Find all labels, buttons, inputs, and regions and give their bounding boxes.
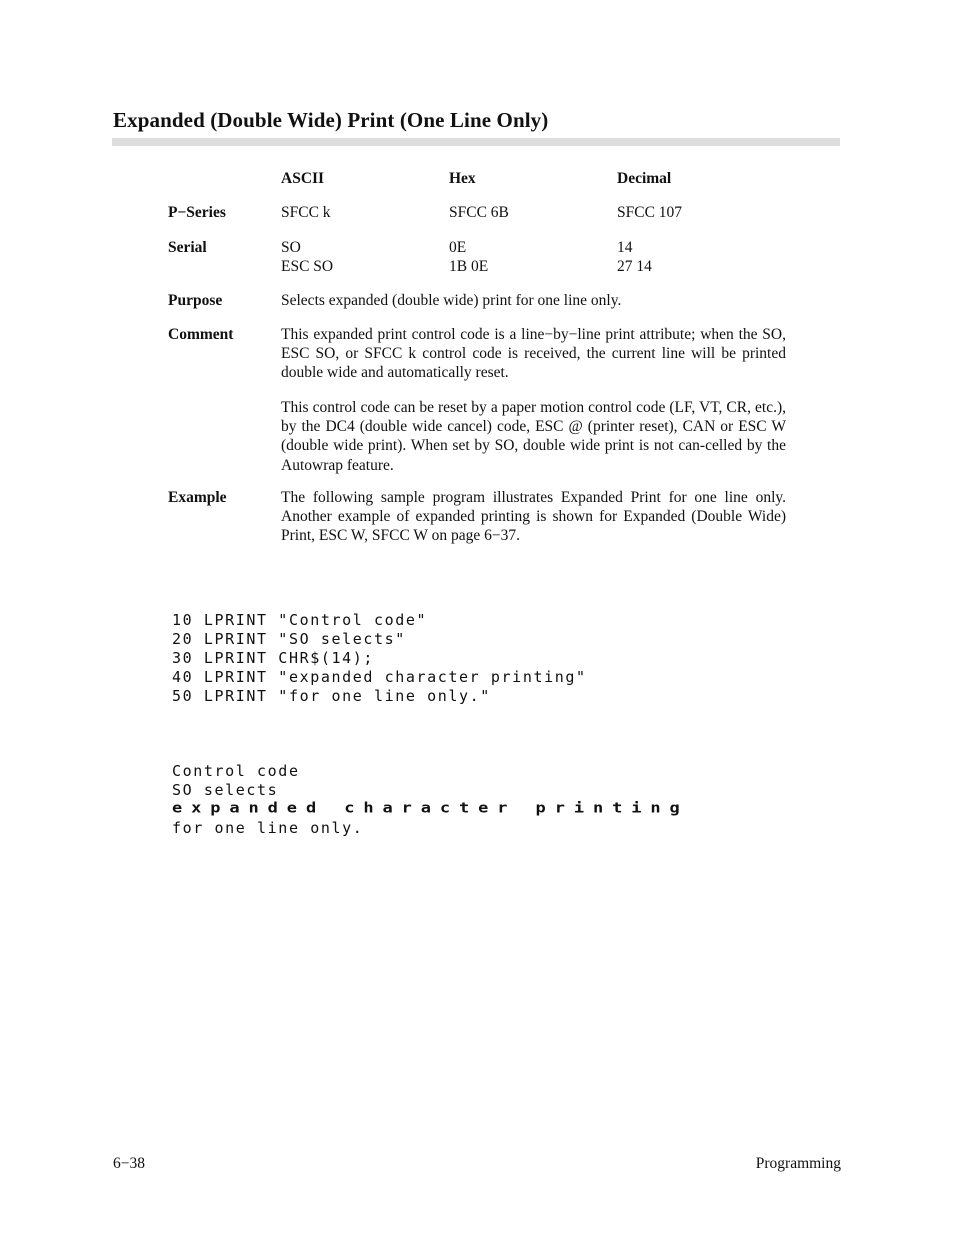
- program-line: 50 LPRINT "for one line only.": [172, 687, 491, 705]
- section-name: Programming: [755, 1155, 841, 1172]
- example-label: Example: [168, 489, 227, 506]
- pseries-label: P−Series: [168, 204, 226, 221]
- pseries-decimal: SFCC 107: [617, 204, 683, 221]
- program-line: 20 LPRINT "SO selects": [172, 630, 406, 648]
- column-header-ascii: ASCII: [281, 170, 325, 187]
- page-title: Expanded (Double Wide) Print (One Line Only): [113, 108, 549, 132]
- output-line: Control code: [172, 762, 300, 780]
- purpose-text: Selects expanded (double wide) print for one line only.: [281, 292, 622, 309]
- output-line: for one line only.: [172, 819, 364, 837]
- column-header-hex: Hex: [449, 170, 476, 187]
- serial-hex-1: 0E: [449, 239, 467, 256]
- serial-ascii-2: ESC SO: [281, 258, 334, 275]
- program-line: 40 LPRINT "expanded character printing": [172, 668, 587, 686]
- pseries-ascii: SFCC k: [281, 204, 331, 221]
- title-rule: [112, 138, 840, 146]
- serial-ascii-1: SO: [281, 239, 301, 256]
- pseries-hex: SFCC 6B: [449, 204, 509, 221]
- serial-decimal-1: 14: [617, 239, 633, 256]
- purpose-label: Purpose: [168, 292, 223, 309]
- page-number: 6−38: [113, 1155, 145, 1172]
- serial-decimal-2: 27 14: [617, 258, 652, 275]
- program-line: 30 LPRINT CHR$(14);: [172, 649, 374, 667]
- comment-paragraph-1: This expanded print control code is a line−by−line print attribute; when the SO, ESC SO, or SFCC k control code is received, the current line will be printed double wide and automatically reset.: [281, 326, 786, 382]
- output-line: SO selects: [172, 781, 279, 799]
- column-header-decimal: Decimal: [617, 170, 672, 187]
- serial-hex-2: 1B 0E: [449, 258, 489, 275]
- comment-label: Comment: [168, 326, 234, 343]
- example-text: The following sample program illustrates Expanded Print for one line only. Another example of expanded printing is shown for Expanded (Double Wide) Print, ESC W, SFCC W on page 6−37.: [281, 489, 786, 545]
- output-wide-line: expanded character printing: [172, 800, 689, 817]
- comment-paragraph-2: This control code can be reset by a paper motion control code (LF, VT, CR, etc.), by the DC4 (double wide cancel) code, ESC @ (printer reset), CAN or ESC W (double wide print). When set by SO, double wide print is not can-celled by the Autowrap feature.: [281, 399, 786, 474]
- serial-label: Serial: [168, 239, 207, 256]
- program-line: 10 LPRINT "Control code": [172, 611, 428, 629]
